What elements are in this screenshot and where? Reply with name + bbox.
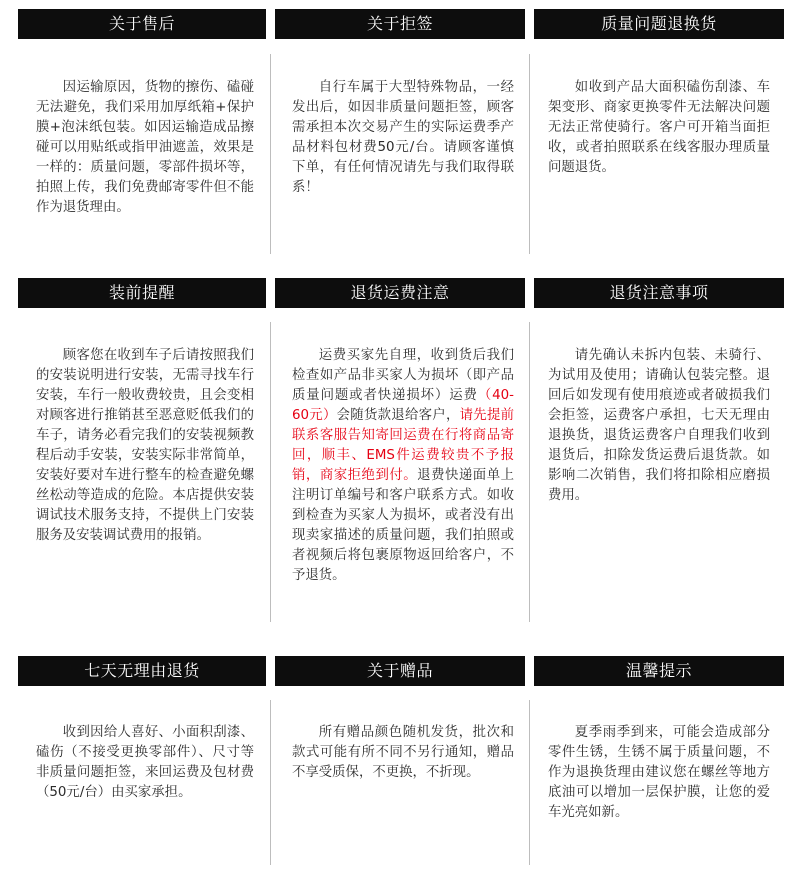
- text-return-notes: 请先确认未拆内包装、未骑行、为试用及使用；请确认包装完整。退回后如发现有使用痕迹或者破损我们会拒签，运费客户承担，七天无理由退换货，退货运费客户自理我们收到退货后，扣除发货运费后退货款。如影响二次销售，我们将扣除相应磨损费用。: [548, 348, 770, 503]
- header-gifts: 关于赠品: [275, 656, 525, 686]
- header-seven-day-return: 七天无理由退货: [18, 656, 266, 686]
- text-tips: 夏季雨季到来，可能会造成部分零件生锈，生锈不属于质量问题，不作为退换货理由建议您在螺丝等地方底油可以增加一层保护膜，让您的爱车光亮如新。: [548, 725, 770, 820]
- text-return-shipping: [292, 346, 514, 586]
- header-return-shipping: 退货运费注意: [275, 278, 525, 308]
- column-divider: [270, 322, 271, 622]
- return-shipping-text-1: 运费买家先自理，收到货后我们检查如产品非买家人为损坏（即产品质量问题或者快递损坏）运费: [292, 348, 514, 403]
- text-quality-return: 如收到产品大面积磕伤刮漆、车架变形、商家更换零件无法解决问题无法正常使骑行。客户可开箱当面拒收，或者拍照联系在线客服办理质量问题退货。: [548, 80, 770, 175]
- column-divider: [270, 700, 271, 865]
- text-seven-day-return: 收到因给人喜好、小面积刮漆、磕伤（不接受更换零部件）、尺寸等非质量问题拒签，来回运费及包材费（50元/台）由买家承担。: [36, 725, 254, 800]
- return-shipping-text-2: 会随货款退给客户，: [336, 408, 460, 423]
- header-quality-return: 质量问题退换货: [534, 9, 784, 39]
- header-after-sales: 关于售后: [18, 9, 266, 39]
- header-tips: 温馨提示: [534, 656, 784, 686]
- text-refuse-delivery: 自行车属于大型特殊物品，一经发出后，如因非质量问题拒签，顾客需承担本次交易产生的实际运费季产品材料包材费50元/台。请顾客谨慎下单，有任何情况请先与我们取得联系！: [292, 80, 514, 195]
- text-pre-assembly: 顾客您在收到车子后请按照我们的安装说明进行安装，无需寻找车行安装，车行一般收费较贵，且会变相对顾客进行推销甚至恶意贬低我们的车子，请务必看完我们的安装视频教程后动手安装，安装实际非常简单，安装好要对车进行整车的检查避免螺丝松动等造成的危险。本店提供安装调试技术服务支持，不提供上门安装服务及安装调试费用的报销。: [36, 348, 254, 543]
- text-after-sales: 因运输原因，货物的擦伤、磕碰无法避免，我们采用加厚纸箱+保护膜+泡沫纸包装。如因运输造成品擦碰可以用贴纸或指甲油遮盖，效果是一样的：质量问题，零部件损坏等，拍照上传，我们免费邮寄零件但不能作为退货理由。: [36, 80, 254, 215]
- column-divider: [529, 700, 530, 865]
- return-shipping-warning-highlight: 请先提前联系客服告知寄回运费在行将商品寄回，顺丰、EMS件运费较贵不予报销，商家拒绝到付。: [292, 408, 515, 483]
- return-shipping-fee-highlight: （40-60元）: [292, 388, 515, 423]
- header-return-notes: 退货注意事项: [534, 278, 784, 308]
- return-shipping-text-3: 退费快递面单上注明订单编号和客户联系方式。如收到检查为买家人为损坏，或者没有出现卖家描述的质量问题，我们拍照或者视频后将包裹原物返回给客户，不予退货。: [292, 468, 515, 583]
- column-divider: [529, 54, 530, 254]
- column-divider: [529, 322, 530, 622]
- column-divider: [270, 54, 271, 254]
- text-gifts: 所有赠品颜色随机发货，批次和款式可能有所不同不另行通知，赠品不享受质保，不更换，不折现。: [292, 725, 514, 780]
- header-pre-assembly: 装前提醒: [18, 278, 266, 308]
- header-refuse-delivery: 关于拒签: [275, 9, 525, 39]
